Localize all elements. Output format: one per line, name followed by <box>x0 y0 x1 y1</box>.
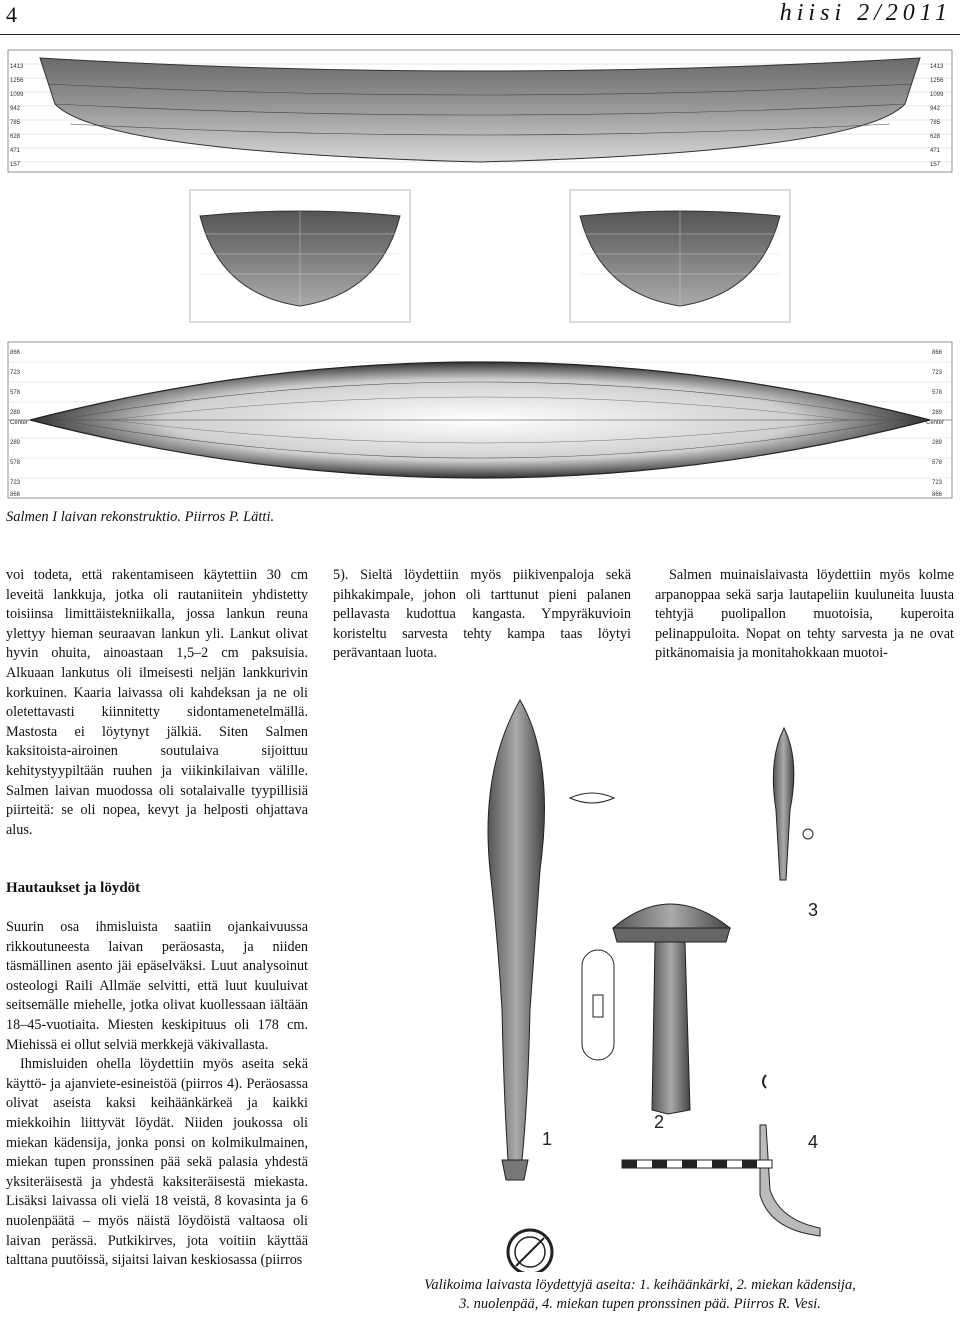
svg-text:289: 289 <box>932 440 943 446</box>
svg-text:578: 578 <box>932 390 943 396</box>
body-column-1 <box>6 566 308 840</box>
body-column-1-lower <box>6 918 308 1271</box>
svg-text:289: 289 <box>10 410 21 416</box>
figure2-caption-line1: Valikoima laivasta löydettyjä aseita: 1. keihäänkärki, 2. miekan kädensija, <box>424 1277 856 1293</box>
label-4: 4 <box>808 1132 819 1152</box>
paragraph: Suurin osa ihmisluista saatiin ojankaivuussa rikkoutuneesta laivan peräosasta, ja niiden täsmällinen asento jäi epäselväksi. Luut analysoinut osteologi Raili Allmäe selvitti, että luut kuuluivat seitsemälle miehelle, jotka olivat kuollessaan iältään 18–45-vuotiaita. Miesten keskipituus oli 178 cm. Miehissä ei ollut selviä merkkejä väkivallasta. <box>6 919 308 1053</box>
svg-text:785: 785 <box>10 120 21 126</box>
svg-text:866: 866 <box>10 492 21 498</box>
figure2-caption <box>380 1276 900 1314</box>
svg-text:1256: 1256 <box>10 78 24 84</box>
svg-text:1413: 1413 <box>10 64 24 70</box>
svg-text:723: 723 <box>932 480 943 486</box>
svg-text:723: 723 <box>10 480 21 486</box>
svg-text:578: 578 <box>10 460 21 466</box>
svg-text:578: 578 <box>10 390 21 396</box>
arrowhead-3 <box>773 728 794 880</box>
page-number: 4 <box>6 2 17 27</box>
svg-text:866: 866 <box>932 350 943 356</box>
svg-text:942: 942 <box>10 106 21 112</box>
svg-text:157: 157 <box>930 162 941 168</box>
svg-text:628: 628 <box>10 134 21 140</box>
svg-text:1099: 1099 <box>10 92 24 98</box>
svg-text:Center: Center <box>10 420 29 426</box>
spearhead-1 <box>488 700 545 1160</box>
svg-text:289: 289 <box>932 410 943 416</box>
svg-text:1413: 1413 <box>930 64 944 70</box>
svg-text:471: 471 <box>10 148 21 154</box>
svg-text:942: 942 <box>930 106 941 112</box>
section-heading: Hautaukset ja löydöt <box>6 880 141 896</box>
journal-title: hiisi 2/2011 <box>779 0 952 26</box>
svg-text:866: 866 <box>932 492 943 498</box>
svg-text:785: 785 <box>930 120 941 126</box>
svg-text:866: 866 <box>10 350 21 356</box>
svg-text:289: 289 <box>10 440 21 446</box>
svg-text:723: 723 <box>932 370 943 376</box>
svg-text:1099: 1099 <box>930 92 944 98</box>
svg-text:628: 628 <box>930 134 941 140</box>
figure2-caption-line2: 3. nuolenpää, 4. miekan tupen pronssinen pää. Piirros R. Vesi. <box>459 1296 821 1312</box>
body-column-2 <box>333 566 631 664</box>
svg-text:157: 157 <box>10 162 21 168</box>
svg-text:1256: 1256 <box>930 78 944 84</box>
body-column-3 <box>655 566 954 664</box>
weapons-drawing <box>330 680 954 1272</box>
ship-reconstruction-drawing <box>0 44 960 504</box>
paragraph: Salmen muinaislaivasta löydettiin myös kolme arpanoppaa sekä sarja lautapeliin kuuluneita luusta tehtyjä puolipallon muotoisia, kuperoita pelinappuloita. Nopat on tehty sarvesta ja ne ovat pitkänomaisia ja monitahokkaan muotoi- <box>655 567 954 662</box>
label-2: 2 <box>654 1112 665 1132</box>
svg-text:471: 471 <box>930 148 941 154</box>
paragraph: 5). Sieltä löydettiin myös piikivenpaloja sekä pihkakimpale, johon oli tarttunut pieni palanen pellavasta kudottua kangasta. Ympyräkuvioin koristeltu sarvesta tehty kampa taas löytyi perävantaan luota. <box>333 567 631 662</box>
paragraph: Ihmisluiden ohella löydettiin myös aseita sekä käyttö- ja ajanviete-esineistöä (piirros 4). Peräosassa olivat aseista kaksi keihäänkärkeä ja kaikki miekkoihin liittyvät löydät. Niiden joukossa oli miekan kädensija, jonka ponsi on kolmikulmainen, miekan tupen pronssinen pää sekä palasia yhdestä yksiteräisestä ja yhdestä kaksiteräisestä miekasta. Lisäksi laivassa oli vielä 18 veistä, 8 kovasinta ja 6 nuolenpäätä – myös näistä löydöistä valtaosa oli laivan perässä. Putkikirves, jota voitiin käyttää talttana puutöissä, sijaitsi laivan keskiosassa (piirros <box>6 1056 308 1269</box>
sword-grip-2 <box>613 904 730 928</box>
svg-text:578: 578 <box>932 460 943 466</box>
paragraph: voi todeta, että rakentamiseen käytettiin 30 cm leveitä lankkuja, jotka oli rautaniitein yhdistetty toisiinsa limittäistekniikalla, jossa lankun reuna ylettyy hieman seuraavan lankun yli. Lankut olivat hyvin ohuita, ainoastaan 1,5–2 cm paksuisia. Alkuaan lankutus oli ilmeisesti neljän lankkurivin korkuinen. Kaaria laivassa oli kahdeksan ja ne oli oletettavasti kiinnitetty sidontamenetelmällä. Mastosta ei löytynyt jälkiä. Siten Salmen kaksitoista-airoinen soutulaiva sijoittuu kehitystyypiltään ruuhen ja viikinkilaivan välille. Salmen laivan muodossa oli sotalaivalle tyypillisiä piirteitä: se oli nopea, kevyt ja helposti ohjattava alus. <box>6 567 308 838</box>
header-rule <box>0 34 960 35</box>
label-1: 1 <box>542 1129 553 1149</box>
figure1-caption: Salmen I laivan rekonstruktio. Piirros P. Lätti. <box>6 509 275 525</box>
svg-text:723: 723 <box>10 370 21 376</box>
label-3: 3 <box>808 900 819 920</box>
svg-text:Center: Center <box>926 420 945 426</box>
